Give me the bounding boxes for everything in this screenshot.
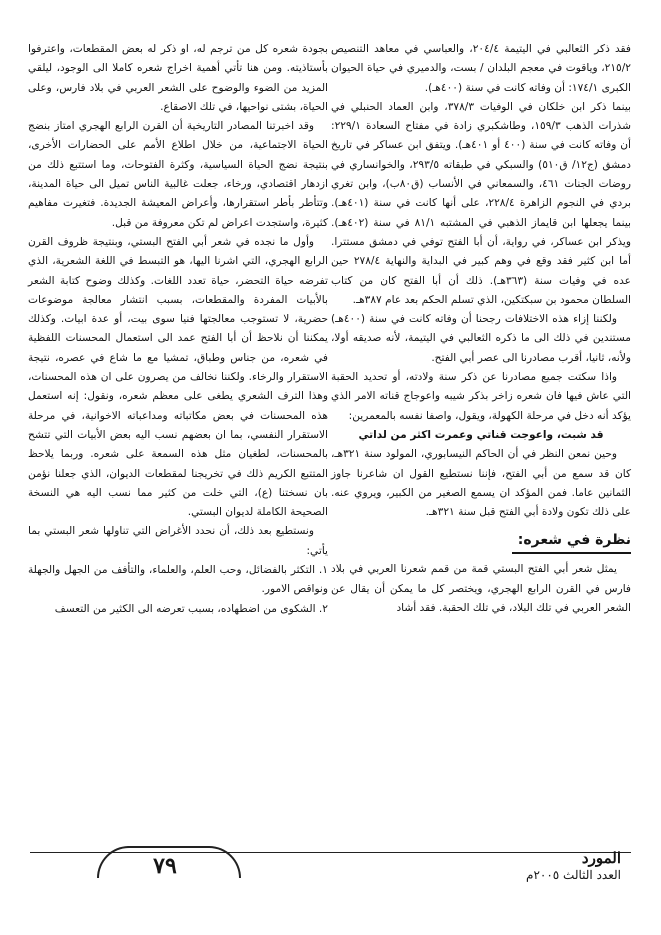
paragraph: يمثل شعر أبي الفتح البستي قمة من قمم شعرنا العربي في بلاد فارس في القرن الرابع الهجري، ويختصر كل ما يمكن أن يقال عن الشعر العربي في تلك البلاد، في تلك الحقبة. فقد أشاد [331,563,631,615]
right-column [331,40,631,618]
journal-name: المورد [581,849,621,867]
list-item: ٢. الشكوى من اضطهاده، بسبب تعرضه الى الكثير من التعسف [54,602,328,615]
paragraph: بجودة شعره كل من ترجم له، او ذكر له بعض المقطعات، واعترفوا بأستاذيته. ومن هنا تأتي أهمية اخراج شعره كاملا الى الوجود، ليلقي المزيد من الضوء والوضوح على الشعر العربي في بلاد فارس، وعلى الحياة، بشتى نواحيها، في تلك الاصقاع. [28,43,328,113]
paragraph: فقد ذكر الثعالبي في اليتيمة ٢٠٤/٤، والعباسي في معاهد التنصيص ٢١٥/٢، وياقوت في معجم البلدان / بست، والدميري في حياة الحيوان الكبرى ١٧٤/١: أن وفاته كانت في سنة (٤٠٠هـ). [331,43,631,94]
left-column [28,40,328,619]
paragraph: واذا سكتت جميع مصادرنا عن ذكر سنة ولادته، أو تحديد الحقبة التي عاش فيها فان شعره زاخر بذكر شيبه واعوجاج قناته الامر الذي يؤكد أنه دخل في مرحلة الكهولة، ويقول، واصفا نفسه بالمعمرين: [331,371,631,422]
section-heading: نظرة في شعره: [512,528,631,554]
list-item: ١. التكثر بالفضائل، وحب العلم، والعلماء، والتأفف من الجهل والجهلة ونواقص الامور. [28,564,328,596]
paragraph: وأول ما نجده في شعر أبي الفتح البستي، وبنتيجة ظروف القرن الرابع الهجري، التي اشرنا اليها، هو التبسط في اللغة الشعرية، الذي تفرضه حياة التحضر، حياة تعدد اللغات. وكذلك وضوح كتابة الشعر بالأبيات المفردة والمقطعات، بسبب انتشار معالجة موضوعات حضرية، لا تستوجب معالجتها فنيا سوى بيت، أو عدة ابيات. وكذلك يمكننا أن نلاحظ أن أبا الفتح عمد الى استعمال المحسنات اللفظية في شعره، من جناس وطباق، تمشيا مع ما شاع في عصره، نتيجة الاستقرار والرخاء. ولكننا نخالف من يصرون على ان هذه المحسنات، وهذا الترف الشعري يطغى على معظم شعره، ونقول: إنه استعمل هذه المحسنات في بعض مكاتباته ومداعباته الاخوانية، في مرحلة الاستقرار النفسي، بما ان بعضهم نسب اليه بعض الأبيات التي تتشح بالمحسنات، لطغيان مثل هذه السمعة على شعره. وربما يلاحظ المتتبع الكريم ذلك في تخريجنا لمقطعات الديوان، الذي جعلنا نؤمن بان نسختنا (ع)، التي خلت من كثير مما نسب اليه هي النسخة الصحيحة الكاملة لديوان البستي. [28,235,328,519]
issue-info: العدد الثالث ٢٠٠٥م [526,868,621,882]
poetry-verse: قد شبت، واعوجت قناتي وعمرت اكثر من لداتي [358,428,604,441]
paragraph: وحين نمعن النظر في أن الحاكم النيسابوري، المولود سنة ٣٢١هـ، كان قد سمع من أبي الفتح، فإننا نستطيع القول ان شاعرنا جاوز الثمانين عاما. فمن المؤكد ان يسمع الصغير من الكبير، ويروي عنه. على ذلك تكون ولادة أبي الفتح قبل سنة ٣٢١هـ. [331,448,631,519]
paragraph: ونستطيع بعد ذلك، أن نحدد الأغراض التي تناولها شعر البستي بما يأتي: [28,525,328,557]
paragraph: ولكننا إزاء هذه الاختلافات رجحنا أن وفاته كانت في سنة (٤٠٠هـ) مستندين في ذلك الى ما ذكره الثعالبي في اليتيمة، لأنه صديقه أولا، ولأنه، ثانيا، أقرب مصادرنا الى عصر أبي الفتح. [331,313,631,364]
paragraph: وقد اخبرتنا المصادر التاريخية أن القرن الرابع الهجري امتاز بنضج الحياة الاجتماعية، من خلال اطلاع الأمم على الحضارات الأخرى، بنتيجة نضج الحياة السياسية، وكثرة الفتوحات، وما استتبع ذلك من ازدهار اقتصادي، ورخاء، جعلت غالبية الناس تميل الى حياة المدينة، وتتأطر بأطر استقرارها، وأعراض المعيشة الجديدة. فتغيرت مفاهيم كثيرة، واستجدت اعراض لم تكن معروفة من قبل. [28,120,328,229]
paragraph: بينما ذكر ابن خلكان في الوفيات ٣٧٨/٣، وابن العماد الحنبلي في شذرات الذهب ١٥٩/٣، وطاشكبري زادة في مفتاح السعادة ٢٢٩/١: أن وفاته كانت في سنة (٤٠٠ أو ٤٠١هـ). ويتفق ابن عساكر في تاريخ دمشق (ج١٢/ ق٥١٠) والسبكي في طبقاته ٢٩٣/٥، والخوانساري في روضات الجنات ٤٦١، والسمعاني في الأنساب (ق٨٠ب)، وابن تغري بردي في النجوم الزاهرة ٢٢٨/٤، على أنها كانت في سنة (٤٠١هـ). بينما يجعلها ابن قايماز الذهبي في المشتبه ٨١/١ في سنة (٤٠٢هـ). ويذكر ابن عساكر، في رواية، أن أبا الفتح توفي في دمشق مستترا. أما ابن كثير فقد وقع في وهم كبير في البداية والنهاية ٢٧٨/٤ حين عده في وفيات سنة (٣٦٣هـ). ذلك أن أبا الفتح كان من كتاب السلطان محمود بن سبكتكين، الذي تسلم الحكم بعد عام ٣٨٧هـ. [331,100,632,306]
page-number: ٧٩ [153,853,177,879]
